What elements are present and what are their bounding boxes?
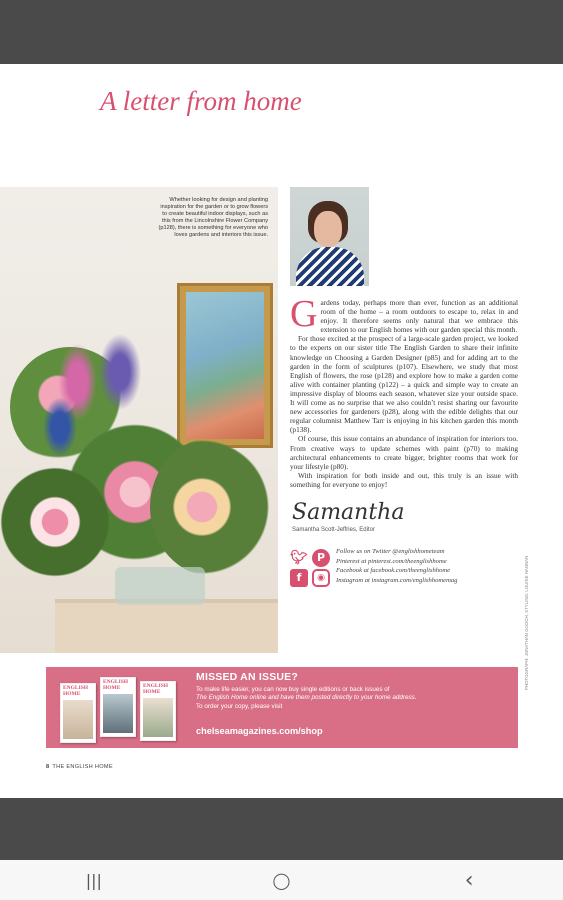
page-number: 8: [46, 764, 50, 770]
reader-top-bar[interactable]: [0, 0, 563, 64]
banner-title: MISSED AN ISSUE?: [196, 671, 298, 683]
twitter-link[interactable]: Follow us on Twitter @englishhometeam: [336, 548, 445, 555]
banner-line: The English Home online and have them posted directly to your home address.: [196, 694, 417, 702]
system-navigation-bar: [0, 860, 563, 900]
pinterest-link[interactable]: Pinterest at pinterest.com/theenglishhome: [336, 557, 447, 565]
banner-line: To order your copy, please visit: [196, 702, 283, 710]
back-button[interactable]: ‹: [464, 867, 474, 893]
editor-letter: [290, 293, 518, 489]
banner-line: To make life easier, you can now buy single editions or back issues of: [196, 686, 390, 693]
drop-cap: G: [290, 293, 318, 335]
instagram-link[interactable]: Instagram at instagram.com/englishhomemag: [336, 576, 458, 584]
magazine-covers: [60, 677, 182, 743]
facebook-icon[interactable]: f: [290, 569, 308, 587]
magazine-page: [0, 64, 563, 798]
photo-credit: [524, 555, 532, 690]
letter-paragraph-2: For those excited at the prospect of a large-scale garden project, we looked to the experts on our sister title The English Garden to share their infinite knowledge on Choosing a Garden Designer (p85) and for adding art to the garden in the form of sculptures (p107). Elsewhere, we study that most English of flowers, the rose (p128) and explore how to make a garden come alive with container planting (p122) – a quick and simple way to create an impressive display of blooms each season, whatever size your outside space. It will come as no surprise that we also couldn’t resist sharing our favourite new accessories for gardeners (p28), along with the edible delights that our regular columnist Matthew Tarr is enjoying in his kitchen garden this month (p138).: [290, 334, 518, 435]
social-links: [290, 545, 520, 590]
magazine-cover: ENGLISH HOME: [140, 681, 176, 741]
editor-portrait: [290, 187, 369, 286]
letter-paragraph-1: ardens today, perhaps more than ever, function as an additional room of the home – a room outdoors to escape to, relax in and enjoy. It therefore seems only natural that we embrace this extension to our English homes with our garden special this month.: [320, 298, 518, 335]
letter-paragraph-3: Of course, this issue contains an abundance of inspiration for interiors too. From creative ways to update schemes with paint (p70) to making architectural enhancements to create bigger, brighter rooms that work for your lifestyle (p80).: [290, 434, 518, 471]
twitter-icon[interactable]: 🐦︎: [290, 550, 308, 566]
shop-link[interactable]: chelseamagazines.com/shop: [196, 726, 323, 736]
glass-vases: [115, 567, 205, 605]
magazine-cover: ENGLISH HOME: [60, 683, 96, 743]
photo-credit-text: PHOTOGRAPH: JONATHAN GOOCH, STYLING: LOUISE HANNAN: [524, 555, 529, 690]
magazine-name: THE ENGLISH HOME: [52, 764, 113, 770]
banner-text: [196, 686, 511, 711]
reader-bottom-bar[interactable]: [0, 798, 563, 860]
letter-paragraph-4: With inspiration for both inside and out, this truly is an issue with something for everyone to enjoy!: [290, 470, 518, 489]
page-title: A letter from home: [100, 86, 302, 116]
missed-issue-banner[interactable]: [46, 667, 518, 748]
facebook-link[interactable]: Facebook at facebook.com/theenglishhome: [336, 567, 451, 575]
recent-apps-button[interactable]: |||: [85, 870, 102, 890]
photo-caption: Whether looking for design and planting inspiration for the garden or to grow flowers to create beautiful indoor displays, such as this from the Lincolnshire Flower Company (p128), there is something for everyone who loves gardens and interiors this issue.: [158, 197, 268, 238]
flower-arrangement-photo: [0, 187, 278, 653]
editor-name: Samantha Scott-Jeffries, Editor: [292, 527, 375, 533]
instagram-icon[interactable]: ◉: [312, 569, 330, 587]
page-footer: [46, 764, 113, 770]
editor-signature: Samantha: [292, 500, 405, 525]
pinterest-icon[interactable]: P: [312, 549, 330, 567]
painting-image: [177, 283, 273, 448]
home-button[interactable]: ◯: [272, 870, 291, 890]
mantel: [55, 599, 278, 653]
magazine-cover: ENGLISH HOME: [100, 677, 136, 737]
